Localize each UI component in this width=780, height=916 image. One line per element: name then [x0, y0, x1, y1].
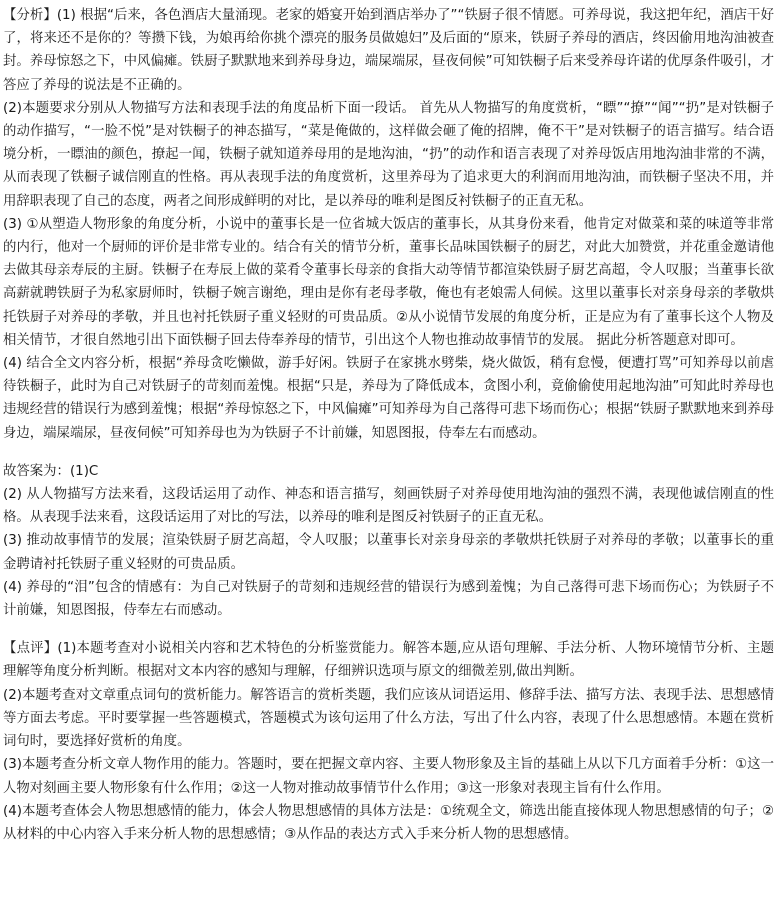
analysis-paragraph-2: (2)本题要求分别从人物描写方法和表现手法的角度品析下面一段话。 首先从人物描写的角度赏析，“瞟”“撩”“闻”“扔”是对铁橱子的动作描写，“一脸不悦”是对铁橱子的神态描写，“菜是俺做的，这样做会砸了俺的招牌，俺不干”是对铁橱子的语言描写。结合语境分析，一瞟油的颜色，撩起一闻，铁橱子就知道养母用的是地沟油，“扔”的动作和语言表现了对养母饭店用地沟油非常的不满，从而表现了铁橱子诚信刚直的性格。再从表现手法的角度赏析，这里养母为了追求更大的利润而用地沟油，而铁橱子坚决不用，并用辞职表现了自己的态度，两者之间形成鲜明的对比，是以养母的唯利是图反衬铁橱子的正直无私。: [3, 100, 774, 209]
analysis-paragraph-1: 【分析】(1) 根据“后来，各色酒店大量涌现。老家的婚宴开始到酒店举办了”“铁厨子很不情愿。可养母说，我这把年纪，酒店干好了，将来还不是你的？等攒下钱，为娘再给你挑个漂亮的服务员做媳妇”及后面的“原来，铁厨子养母的酒店，终因偷用地沟油被查封。养母惊怒之下，中风偏瘫。铁厨子默默地来到养母身边，端屎端尿，昼夜伺候”可知铁橱子后来受养母许诺的优厚条件吸引，才答应了养母的说法是不正确的。: [3, 8, 774, 93]
commentary-section: [3, 637, 774, 846]
answer-section: [3, 460, 774, 622]
answer-paragraph-4: (4) 养母的“泪”包含的情感有：为自己对铁厨子的苛刻和违规经营的错误行为感到羞愧；为自己落得可悲下场而伤心；为铁厨子不计前嫌，知恩图报，侍奉左右而感动。: [3, 579, 774, 619]
commentary-paragraph-2: (2)本题考查对文章重点词句的赏析能力。解答语言的赏析类题，我们应该从词语运用、修辞手法、描写方法、表现手法、思想感情等方面去考虑。平时要掌握一些答题模式，答题模式为该句运用了什么方法，写出了什么内容，表现了什么思想感情。本题在赏析词句时，要选择好赏析的角度。: [3, 687, 774, 750]
analysis-paragraph-3: (3) ①从塑造人物形象的角度分析，小说中的董事长是一位省城大饭店的董事长，从其身份来看，他肯定对做菜和菜的味道等非常的内行，他对一个厨师的评价是非常专业的。结合有关的情节分析，董事长品味国铁橱子的厨艺，对此大加赞赏，并花重金邀请他去做其母亲寿辰的主厨。铁橱子在寿辰上做的菜肴令董事长母亲的食指大动等情节都渲染铁厨子厨艺高超，令人叹服；当董事长欲高薪就聘铁厨子为私家厨师时，铁橱子婉言谢绝，理由是你有老母孝敬，俺也有老娘需人伺候。这里以董事长对亲身母亲的孝敬烘托铁厨子对养母的孝敬，并且也衬托铁厨子重义轻财的可贵品质。②从小说情节发展的角度分析，正是应为有了董事长这个人物及相关情节，才很自然地引出下面铁橱子回去侍奉养母的情节，引出这个人物也推动故事情节的发展。 据此分析答题意对即可。: [3, 216, 774, 348]
section-spacer: [3, 622, 774, 637]
answer-line-1: 故答案为：(1)C: [3, 463, 99, 479]
analysis-paragraph-4: (4) 结合全文内容分析，根据“养母贪吃懒做，游手好闲。铁厨子在家挑水劈柴，烧火做饭，稍有怠慢，便遭打骂”可知养母以前虐待铁橱子，此时为自己对铁厨子的苛刻而羞愧。根据“只是，养母为了降低成本，贪图小利，竟偷偷使用起地沟油”可知此时养母也违规经营的错误行为感到羞愧；根据“养母惊怒之下，中风偏瘫”可知养母为自己落得可悲下场而伤心；根据“铁厨子默默地来到养母身边，端屎端尿，昼夜伺候”可知养母也为为铁厨子不计前嫌，知恩图报，侍奉左右而感动。: [3, 356, 774, 441]
section-spacer: [3, 445, 774, 460]
commentary-paragraph-1: 【点评】(1)本题考查对小说相关内容和艺术特色的分析鉴赏能力。解答本题,应从语句理解、手法分析、人物环境情节分析、主题理解等角度分析判断。根据对文本内容的感知与理解，仔细辨识选项与原文的细微差别,做出判断。: [3, 641, 774, 680]
commentary-paragraph-4: (4)本题考查体会人物思想感情的能力，体会人物思想感情的具体方法是：①统观全文，筛选出能直接体现人物思想感情的句子；②从材料的中心内容入手来分析人物的思想感情；③从作品的表达方式入手来分析人物的思想感情。: [3, 803, 774, 842]
analysis-section: [3, 4, 774, 445]
commentary-paragraph-3: (3)本题考查分析文章人物作用的能力。答题时，要在把握文章内容、主要人物形象及主旨的基础上从以下几方面着手分析：①这一人物对刻画主要人物形象有什么作用；②这一人物对推动故事情节什么作用；③这一形象对表现主旨有什么作用。: [3, 757, 774, 796]
answer-paragraph-2: (2) 从人物描写方法来看，这段话运用了动作、神态和语言描写，刻画铁厨子对养母使用地沟油的强烈不满，表现他诚信刚直的性格。从表现手法来看，这段话运用了对比的写法，以养母的唯利是图反衬铁厨子的正直无私。: [3, 487, 774, 526]
answer-paragraph-3: (3) 推动故事情节的发展；渲染铁厨子厨艺高超，令人叹服；以董事长对亲身母亲的孝敬烘托铁厨子对养母的孝敬；以董事长的重金聘请衬托铁厨子重义轻财的可贵品质。: [3, 533, 774, 572]
